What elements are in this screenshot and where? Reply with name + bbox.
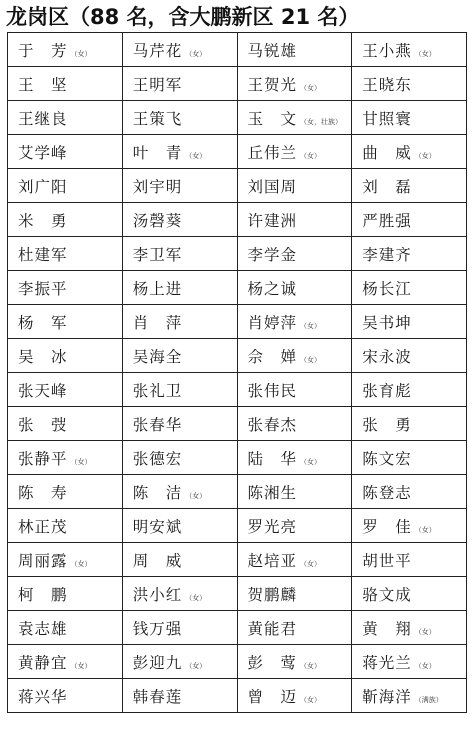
- person-note: （女）: [414, 661, 436, 670]
- name-cell: [237, 305, 352, 339]
- person-name: 李建齐: [362, 245, 412, 264]
- table-row: [8, 339, 467, 373]
- person-name: 黄 翔: [362, 619, 412, 638]
- person-note: （女）: [300, 559, 322, 568]
- person-name: 马锐雄: [247, 41, 298, 60]
- person-name: 于 芳: [18, 41, 68, 60]
- person-name: 王继良: [18, 109, 68, 128]
- table-row: [8, 101, 467, 135]
- person-name: 张 弢: [18, 415, 68, 434]
- person-note: （女）: [185, 491, 207, 500]
- name-cell: [237, 407, 352, 441]
- name-cell: [352, 33, 467, 67]
- person-name: 罗光亮: [247, 517, 298, 536]
- person-name: 李振平: [18, 279, 68, 298]
- person-note: （女）: [414, 151, 436, 160]
- person-name: 陈湘生: [247, 483, 298, 502]
- person-name: 彭迎九: [132, 653, 183, 672]
- person-name: 刘广阳: [18, 177, 68, 196]
- name-cell: [352, 645, 467, 679]
- person-name: 佘 婵: [247, 347, 298, 366]
- person-name: 靳海洋: [362, 687, 412, 706]
- name-cell: [122, 407, 237, 441]
- person-name: 张礼卫: [132, 381, 183, 400]
- table-row: [8, 135, 467, 169]
- person-name: 许建洲: [247, 211, 298, 230]
- name-cell: [8, 101, 123, 135]
- person-name: 蒋光兰: [362, 653, 412, 672]
- name-cell: [122, 509, 237, 543]
- name-cell: [8, 169, 123, 203]
- person-note: （女）: [414, 525, 436, 534]
- person-name: 王小燕: [362, 41, 412, 60]
- person-name: 马芹花: [132, 41, 183, 60]
- person-name: 曲 威: [362, 143, 412, 162]
- person-note: （女）: [185, 151, 207, 160]
- name-cell: [237, 475, 352, 509]
- table-row: [8, 679, 467, 713]
- name-cell: [237, 237, 352, 271]
- person-note: （女）: [70, 559, 92, 568]
- person-note: （女，壮族）: [300, 117, 343, 126]
- person-name: 李卫军: [132, 245, 183, 264]
- person-name: 肖婷萍: [247, 313, 298, 332]
- name-cell: [8, 203, 123, 237]
- table-row: [8, 203, 467, 237]
- name-cell: [122, 271, 237, 305]
- name-cell: [8, 577, 123, 611]
- name-cell: [352, 305, 467, 339]
- name-cell: [237, 441, 352, 475]
- person-name: 米 勇: [18, 211, 68, 230]
- name-cell: [122, 203, 237, 237]
- person-note: （女）: [70, 49, 92, 58]
- table-row: [8, 407, 467, 441]
- name-cell: [122, 339, 237, 373]
- person-name: 钱万强: [132, 619, 183, 638]
- table-row: [8, 237, 467, 271]
- name-cell: [122, 305, 237, 339]
- name-cell: [352, 203, 467, 237]
- name-cell: [352, 441, 467, 475]
- name-cell: [237, 339, 352, 373]
- name-cell: [122, 101, 237, 135]
- name-cell: [122, 645, 237, 679]
- name-cell: [122, 441, 237, 475]
- name-cell: [8, 441, 123, 475]
- name-table-body: [8, 33, 467, 713]
- person-name: 肖 萍: [132, 313, 183, 332]
- person-name: 贺鹏麟: [247, 585, 298, 604]
- person-name: 甘照寰: [362, 109, 412, 128]
- name-cell: [8, 543, 123, 577]
- person-name: 张伟民: [247, 381, 298, 400]
- name-cell: [352, 339, 467, 373]
- person-name: 刘 磊: [362, 177, 412, 196]
- name-cell: [8, 33, 123, 67]
- name-cell: [237, 33, 352, 67]
- person-note: （女）: [300, 661, 322, 670]
- name-cell: [352, 135, 467, 169]
- name-cell: [352, 407, 467, 441]
- table-row: [8, 543, 467, 577]
- name-cell: [8, 475, 123, 509]
- person-name: 艾学峰: [18, 143, 68, 162]
- person-name: 蒋兴华: [18, 687, 68, 706]
- name-cell: [352, 237, 467, 271]
- person-note: （女）: [300, 457, 322, 466]
- person-name: 赵培亚: [247, 551, 298, 570]
- person-note: （满族）: [414, 695, 443, 704]
- person-name: 韩春莲: [132, 687, 183, 706]
- name-cell: [8, 407, 123, 441]
- person-note: （女）: [414, 49, 436, 58]
- name-cell: [8, 611, 123, 645]
- name-cell: [122, 237, 237, 271]
- person-name: 张育彪: [362, 381, 412, 400]
- person-name: 王贺光: [247, 75, 298, 94]
- person-name: 张德宏: [132, 449, 183, 468]
- name-cell: [122, 577, 237, 611]
- name-cell: [8, 339, 123, 373]
- person-note: （女）: [300, 321, 322, 330]
- person-name: 刘宇明: [132, 177, 183, 196]
- person-note: （女）: [300, 355, 322, 364]
- name-cell: [237, 373, 352, 407]
- person-name: 张静平: [18, 449, 68, 468]
- person-name: 陈文宏: [362, 449, 412, 468]
- name-cell: [122, 67, 237, 101]
- name-cell: [8, 509, 123, 543]
- name-cell: [352, 271, 467, 305]
- name-cell: [352, 169, 467, 203]
- name-cell: [352, 67, 467, 101]
- person-name: 陆 华: [247, 449, 298, 468]
- name-cell: [352, 679, 467, 713]
- name-cell: [352, 475, 467, 509]
- table-row: [8, 305, 467, 339]
- name-cell: [237, 169, 352, 203]
- name-cell: [122, 475, 237, 509]
- name-cell: [122, 679, 237, 713]
- person-note: （女）: [300, 695, 322, 704]
- person-name: 洪小红: [132, 585, 183, 604]
- person-name: 黄静宜: [18, 653, 68, 672]
- name-cell: [122, 611, 237, 645]
- table-row: [8, 33, 467, 67]
- person-name: 叶 青: [132, 143, 183, 162]
- person-note: （女）: [300, 83, 322, 92]
- person-name: 张春华: [132, 415, 183, 434]
- name-cell: [8, 679, 123, 713]
- name-cell: [8, 373, 123, 407]
- name-cell: [122, 33, 237, 67]
- name-cell: [237, 611, 352, 645]
- person-note: （女）: [414, 627, 436, 636]
- page-title: 龙岗区（88 名，含大鹏新区 21 名）: [6, 5, 360, 29]
- name-table: [7, 32, 467, 713]
- name-cell: [237, 645, 352, 679]
- person-name: 杨之诚: [247, 279, 298, 298]
- name-cell: [352, 543, 467, 577]
- person-name: 骆文成: [362, 585, 412, 604]
- table-row: [8, 67, 467, 101]
- person-name: 王策飞: [132, 109, 183, 128]
- name-cell: [122, 169, 237, 203]
- person-name: 李学金: [247, 245, 298, 264]
- person-name: 吴书坤: [362, 313, 412, 332]
- person-name: 张 勇: [362, 415, 412, 434]
- person-name: 彭 莺: [247, 653, 298, 672]
- person-note: （女）: [70, 457, 92, 466]
- name-cell: [8, 271, 123, 305]
- person-note: （女）: [185, 49, 207, 58]
- table-row: [8, 169, 467, 203]
- person-name: 王晓东: [362, 75, 412, 94]
- person-name: 杨上进: [132, 279, 183, 298]
- person-name: 玉 文: [247, 109, 298, 128]
- table-row: [8, 441, 467, 475]
- name-cell: [237, 543, 352, 577]
- name-cell: [122, 135, 237, 169]
- table-row: [8, 645, 467, 679]
- person-name: 周 威: [132, 551, 183, 570]
- name-cell: [8, 305, 123, 339]
- person-name: 杨长江: [362, 279, 412, 298]
- name-cell: [122, 543, 237, 577]
- person-note: （女）: [185, 661, 207, 670]
- person-name: 杨 军: [18, 313, 68, 332]
- name-cell: [352, 509, 467, 543]
- name-cell: [237, 135, 352, 169]
- person-name: 曾 迈: [247, 687, 298, 706]
- name-cell: [237, 271, 352, 305]
- person-name: 杜建军: [18, 245, 68, 264]
- person-name: 严胜强: [362, 211, 412, 230]
- person-name: 吴 冰: [18, 347, 68, 366]
- person-name: 明安斌: [132, 517, 183, 536]
- person-name: 周丽露: [18, 551, 68, 570]
- name-cell: [237, 101, 352, 135]
- person-note: （女）: [300, 151, 322, 160]
- person-name: 吴海全: [132, 347, 183, 366]
- name-cell: [352, 373, 467, 407]
- person-name: 宋永波: [362, 347, 412, 366]
- person-name: 林正茂: [18, 517, 68, 536]
- table-row: [8, 271, 467, 305]
- person-name: 张天峰: [18, 381, 68, 400]
- person-name: 陈 寿: [18, 483, 68, 502]
- person-name: 丘伟兰: [247, 143, 298, 162]
- table-row: [8, 611, 467, 645]
- table-row: [8, 373, 467, 407]
- name-cell: [237, 203, 352, 237]
- person-name: 汤磬葵: [132, 211, 183, 230]
- name-cell: [8, 135, 123, 169]
- person-name: 王 坚: [18, 75, 68, 94]
- name-cell: [352, 611, 467, 645]
- name-cell: [237, 67, 352, 101]
- person-name: 罗 佳: [362, 517, 412, 536]
- name-cell: [8, 237, 123, 271]
- table-row: [8, 475, 467, 509]
- table-row: [8, 577, 467, 611]
- name-cell: [8, 645, 123, 679]
- name-cell: [237, 679, 352, 713]
- name-cell: [237, 577, 352, 611]
- person-name: 袁志雄: [18, 619, 68, 638]
- person-name: 柯 鹏: [18, 585, 68, 604]
- person-name: 刘国周: [247, 177, 298, 196]
- name-cell: [237, 509, 352, 543]
- name-cell: [352, 101, 467, 135]
- person-name: 陈登志: [362, 483, 412, 502]
- person-name: 王明军: [132, 75, 183, 94]
- person-note: （女）: [70, 661, 92, 670]
- person-name: 陈 洁: [132, 483, 183, 502]
- person-name: 胡世平: [362, 551, 412, 570]
- person-note: （女）: [185, 593, 207, 602]
- person-name: 黄能君: [247, 619, 298, 638]
- person-name: 张春杰: [247, 415, 298, 434]
- name-cell: [122, 373, 237, 407]
- table-row: [8, 509, 467, 543]
- name-cell: [8, 67, 123, 101]
- name-cell: [352, 577, 467, 611]
